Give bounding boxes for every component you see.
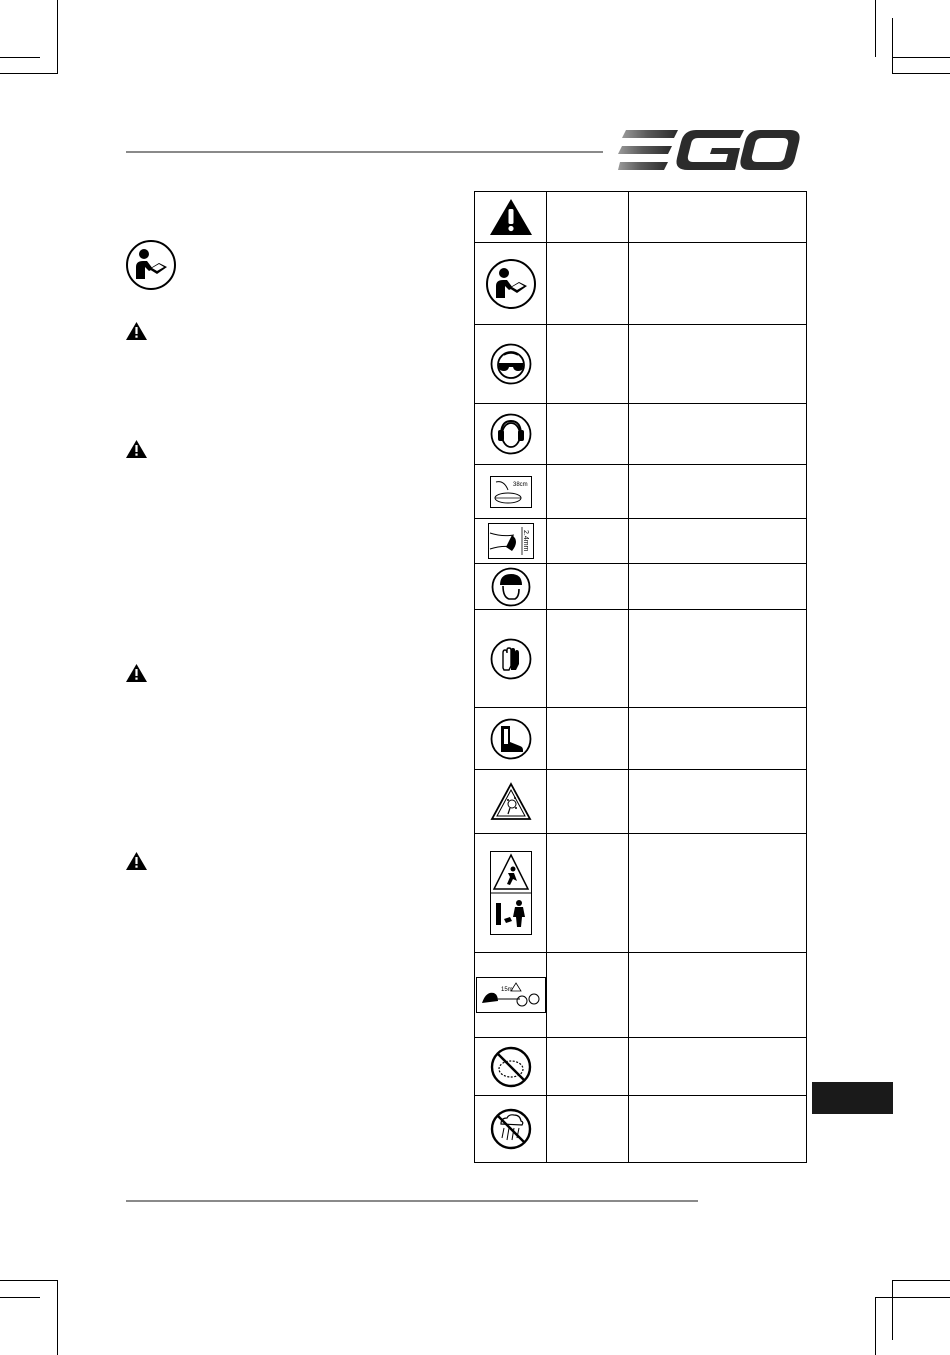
crop-mark (0, 1280, 58, 1281)
wear-ear-protection-icon (490, 413, 532, 455)
table-row (475, 564, 807, 610)
symbol-label (547, 953, 629, 1038)
crop-mark (892, 57, 950, 58)
crop-mark (892, 18, 893, 74)
table-row (475, 1096, 807, 1163)
symbol-label (547, 708, 629, 770)
table-row (475, 708, 807, 770)
symbol-label (547, 519, 629, 564)
symbol-label (547, 404, 629, 465)
symbol-description (629, 770, 807, 834)
crop-mark (892, 73, 950, 74)
symbol-description (629, 243, 807, 325)
wear-boots-icon (490, 718, 532, 760)
symbol-label (547, 243, 629, 325)
symbol-description (629, 953, 807, 1038)
symbol-description (629, 610, 807, 708)
table-row (475, 770, 807, 834)
cutting-width-38cm-icon (490, 476, 532, 508)
crop-mark (875, 1297, 876, 1355)
no-blade-icon (490, 1046, 532, 1088)
symbol-label (547, 610, 629, 708)
symbol-description (629, 564, 807, 610)
keep-bystanders-away-icon (490, 851, 532, 935)
symbol-label (547, 325, 629, 404)
symbol-description (629, 519, 807, 564)
crop-mark (875, 0, 876, 57)
crop-mark (0, 1297, 40, 1298)
ego-logo (618, 128, 800, 172)
table-row (475, 1038, 807, 1096)
section-tab-marker (812, 1082, 893, 1114)
symbol-label (547, 1096, 629, 1163)
header-rule (126, 151, 603, 153)
table-row (475, 325, 807, 404)
line-diameter-label: 2.4mm (521, 530, 529, 552)
symbol-description (629, 1038, 807, 1096)
table-row (475, 610, 807, 708)
read-manual-icon (125, 239, 177, 291)
wear-gloves-icon (490, 638, 532, 680)
crop-mark (57, 1280, 58, 1355)
warning-triangle-icon (125, 321, 148, 341)
wear-head-protection-icon (491, 567, 531, 607)
crop-mark (57, 0, 58, 74)
symbol-description (629, 465, 807, 519)
symbol-label (547, 1038, 629, 1096)
table-row (475, 243, 807, 325)
safety-alert-icon (488, 197, 534, 237)
crop-mark (0, 73, 58, 74)
safe-distance-15m-icon (476, 977, 546, 1013)
symbol-description (629, 192, 807, 243)
warning-triangle-icon (125, 439, 148, 459)
read-manual-icon (485, 258, 537, 310)
symbol-label (547, 192, 629, 243)
warning-triangle-icon (125, 663, 148, 683)
symbol-description (629, 404, 807, 465)
symbol-description (629, 1096, 807, 1163)
symbol-description (629, 834, 807, 953)
table-row (475, 834, 807, 953)
table-row (475, 192, 807, 243)
line-diameter-2-4mm-icon (488, 523, 534, 559)
crop-mark (892, 1280, 893, 1340)
thrown-objects-icon (490, 782, 532, 822)
safety-symbols-table (474, 191, 807, 1163)
footer-rule (126, 1200, 698, 1202)
crop-mark (0, 57, 40, 58)
symbol-label (547, 834, 629, 953)
no-rain-icon (490, 1108, 532, 1150)
wear-eye-protection-icon (490, 343, 532, 385)
warning-triangle-icon (125, 851, 148, 871)
symbol-description (629, 708, 807, 770)
symbol-description (629, 325, 807, 404)
table-row (475, 465, 807, 519)
table-row (475, 519, 807, 564)
symbol-label (547, 770, 629, 834)
symbol-label (547, 465, 629, 519)
table-row (475, 404, 807, 465)
safe-distance-label: 15m (500, 987, 513, 993)
symbol-label (547, 564, 629, 610)
cutting-width-label: 38cm (512, 481, 528, 488)
crop-mark (892, 1280, 950, 1281)
table-row (475, 953, 807, 1038)
crop-mark (875, 1297, 950, 1298)
